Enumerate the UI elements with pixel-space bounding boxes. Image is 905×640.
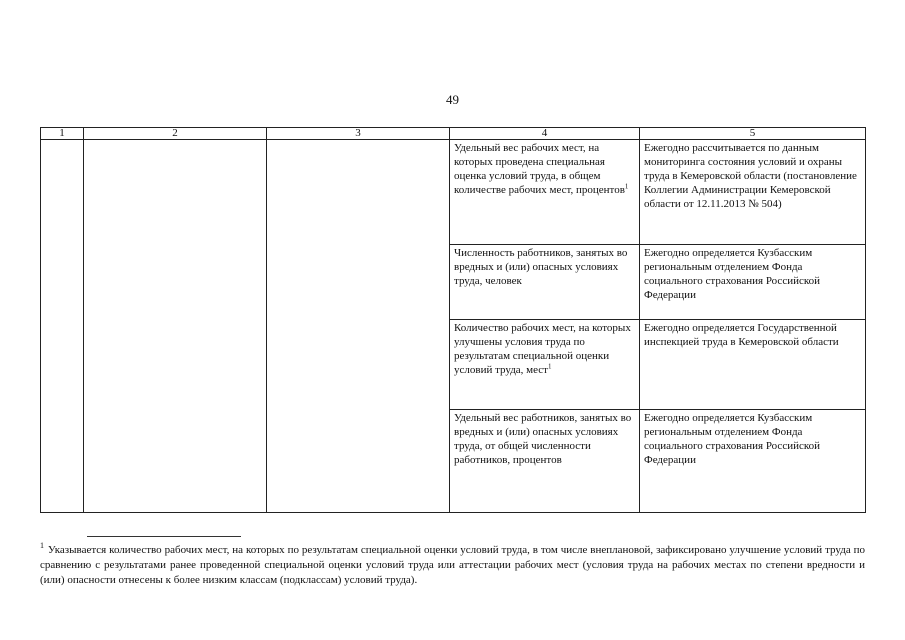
footnote-ref[interactable]: 1 xyxy=(547,362,552,371)
task-cell xyxy=(267,140,450,513)
source-cell xyxy=(640,320,866,410)
footnote-text: Указывается количество рабочих мест, на которых по результатам специальной оценки условий труда, в том числе внеплановой, зафиксировано улучшение условий труда по сравнению с результатами ранее проведенной специальной оценки условий труда или аттестации рабочих мест (условия труда на рабочих местах по степени вредности и (или) опасности отнесены к более низким классам (подклассам) условий труда). xyxy=(40,544,866,586)
footnote xyxy=(40,543,865,588)
goal-cell xyxy=(84,140,267,513)
source-cell xyxy=(640,245,866,320)
footnote-divider xyxy=(87,536,241,537)
source-text: Ежегодно рассчитывается по данным мониторинга состояния условий и охраны труда в Кемеровской области (постановление Коллегии Администрации Кемеровской области от 12.11.2013 № 504) xyxy=(644,142,857,210)
footnote-mark: 1 xyxy=(40,541,44,551)
column-header-5: 5 xyxy=(640,128,866,140)
column-header-4: 4 xyxy=(450,128,640,140)
source-text: Ежегодно определяется Государственной инспекцией труда в Кемеровской области xyxy=(644,322,839,348)
page-number: 49 xyxy=(446,92,459,107)
indicators-table xyxy=(40,127,866,513)
footnote-ref[interactable]: 1 xyxy=(624,182,629,191)
indicator-text: Удельный вес работников, занятых во вредных и (или) опасных условиях труда, от общей численности работников, процентов xyxy=(454,412,632,466)
indicator-cell xyxy=(450,140,640,245)
row-number-cell xyxy=(41,140,84,513)
indicator-text: Численность работников, занятых во вредных и (или) опасных условиях труда, человек xyxy=(454,247,628,287)
table-header-row xyxy=(41,128,866,140)
indicator-cell xyxy=(450,410,640,513)
indicator-text: Количество рабочих мест, на которых улучшены условия труда по результатам специальной оценки условий труда, мест xyxy=(454,322,631,376)
table-row xyxy=(41,140,866,245)
source-text: Ежегодно определяется Кузбасским региональным отделением Фонда социального страхования Российской Федерации xyxy=(644,412,821,466)
column-header-1: 1 xyxy=(41,128,84,140)
source-cell xyxy=(640,140,866,245)
indicator-cell xyxy=(450,320,640,410)
indicator-cell xyxy=(450,245,640,320)
source-text: Ежегодно определяется Кузбасским региональным отделением Фонда социального страхования Российской Федерации xyxy=(644,247,821,301)
indicator-text: Удельный вес рабочих мест, на которых проведена специальная оценка условий труда, в общем количестве рабочих мест, процентов xyxy=(454,142,625,196)
column-header-2: 2 xyxy=(84,128,267,140)
source-cell xyxy=(640,410,866,513)
column-header-3: 3 xyxy=(267,128,450,140)
